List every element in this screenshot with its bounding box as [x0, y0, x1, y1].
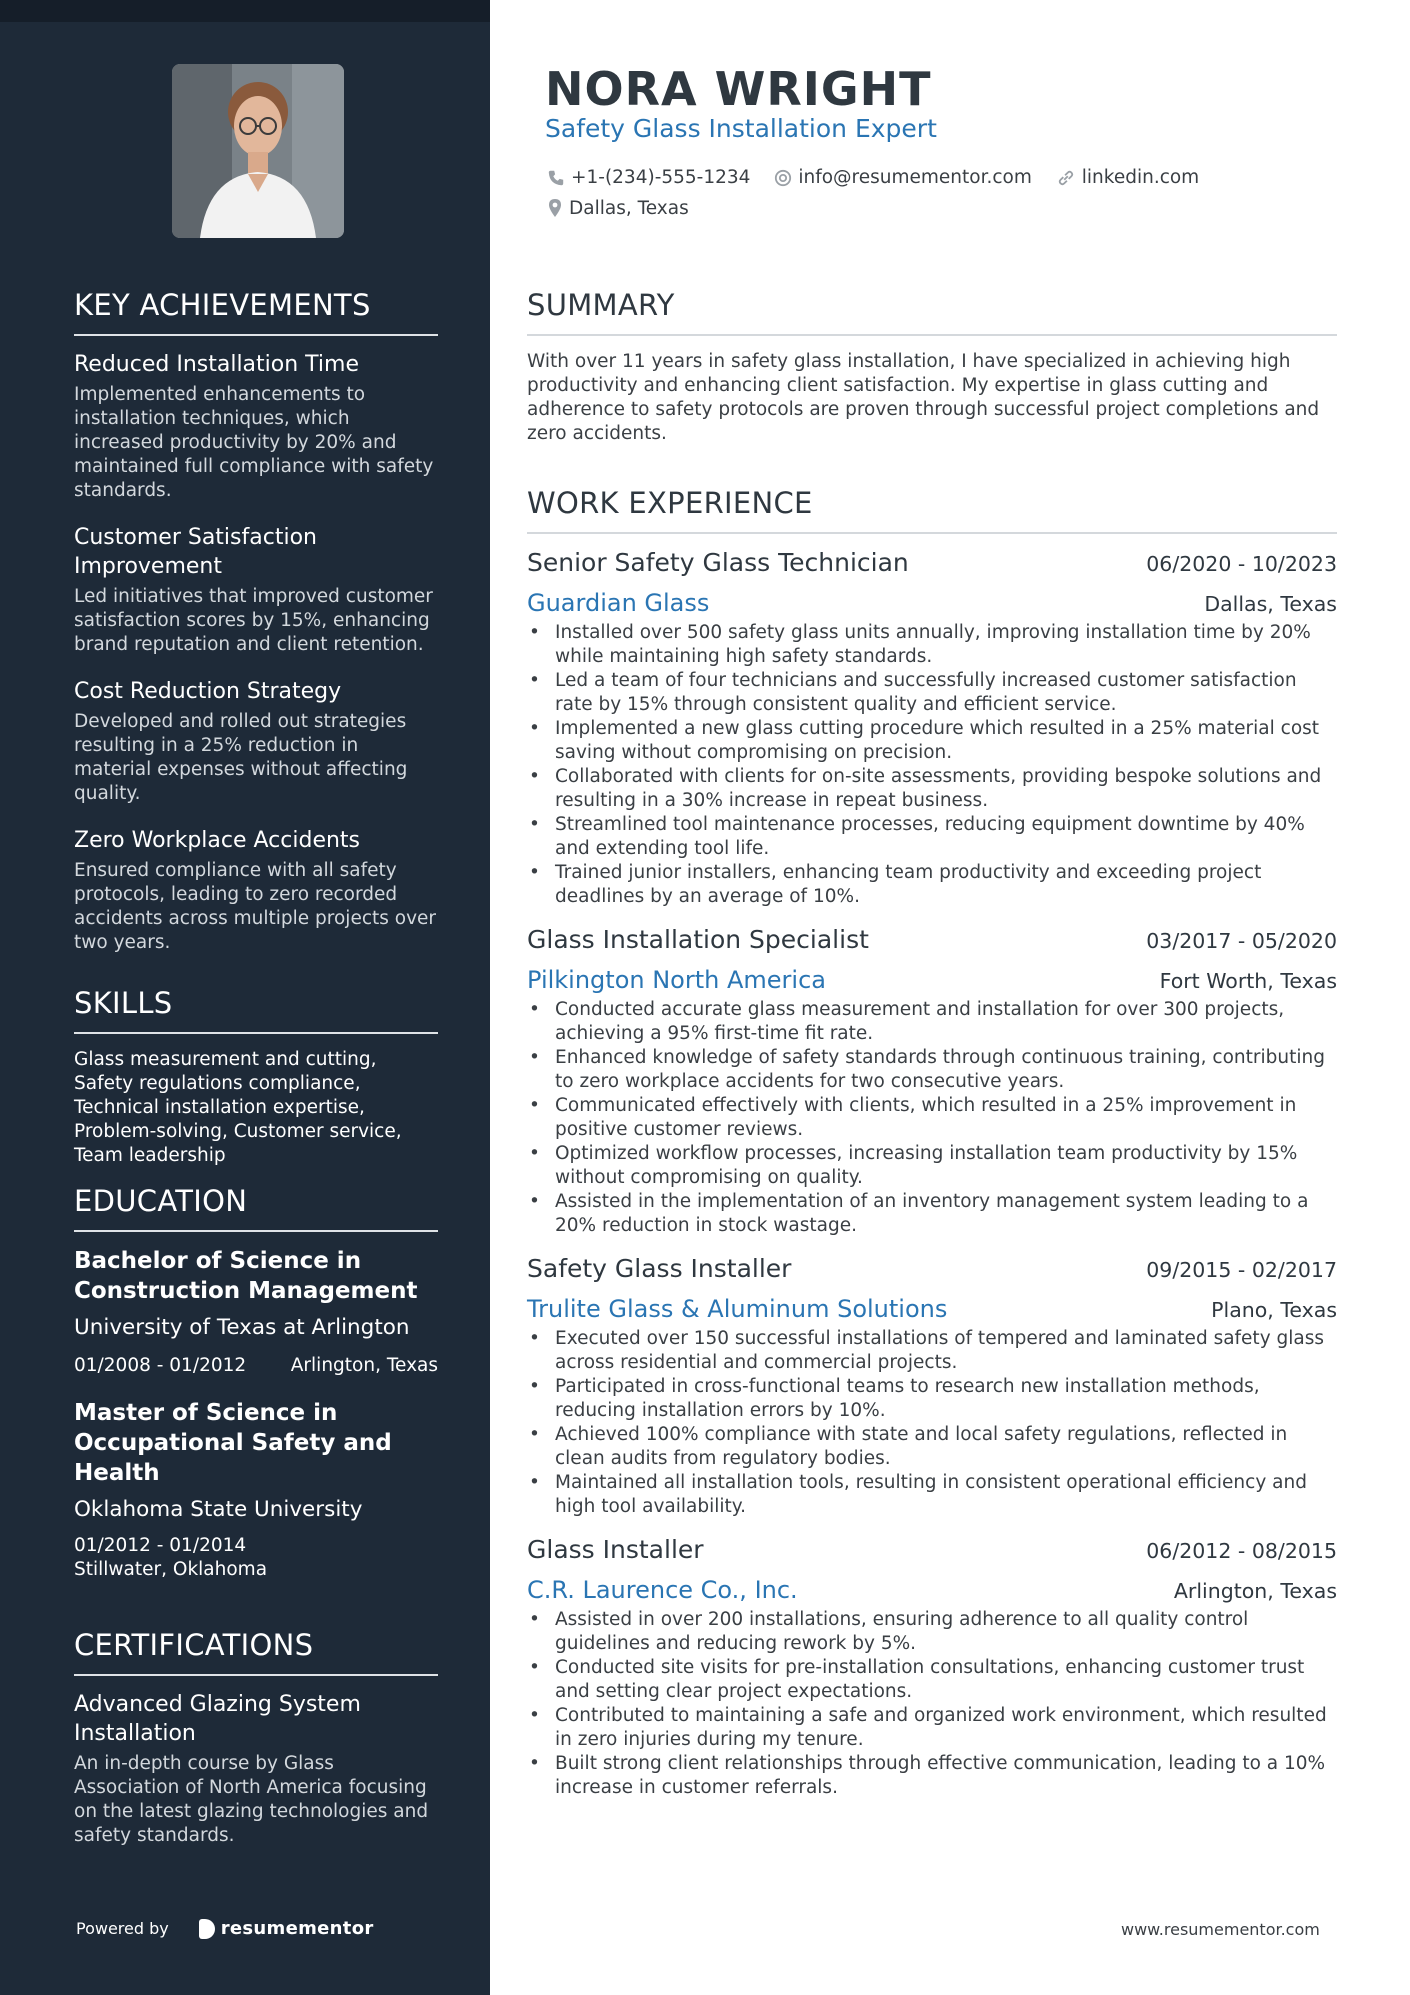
linkedin-text: linkedin.com — [1081, 167, 1200, 188]
job-entry — [527, 1254, 1337, 1519]
job-bullet: • Contributed to maintaining a safe and organized work environment, which resulted in zero injuries during my tenure. — [527, 1704, 1337, 1752]
job-bullets — [527, 621, 1337, 909]
summary-title: SUMMARY — [527, 288, 1337, 336]
sidebar — [0, 0, 490, 1995]
job-location: Fort Worth, Texas — [1159, 969, 1337, 993]
job-bullet: • Built strong client relationships through effective communication, leading to a 10% increase in customer referrals. — [527, 1752, 1337, 1800]
contact-linkedin[interactable] — [1056, 164, 1199, 191]
job-bullet: • Participated in cross-functional teams to research new installation methods, reducing installation errors by 10%. — [527, 1375, 1337, 1423]
phone-text: +1-(234)-555-1234 — [571, 167, 751, 188]
achievements-title: KEY ACHIEVEMENTS — [74, 288, 438, 336]
job-dates: 03/2017 - 05/2020 — [1146, 929, 1337, 953]
education-section — [74, 1184, 438, 1582]
job-role: Glass Installer — [527, 1535, 704, 1564]
job-bullet: • Led a team of four technicians and successfully increased customer satisfaction rate by 15% through consistent quality and efficient service. — [527, 669, 1337, 717]
job-bullet: • Enhanced knowledge of safety standards through continuous training, contributing to zero workplace accidents for two consecutive years. — [527, 1046, 1337, 1094]
contact-info — [547, 164, 1367, 226]
job-bullet: • Conducted site visits for pre-installation consultations, enhancing customer trust and setting clear project expectations. — [527, 1656, 1337, 1704]
job-company: Trulite Glass & Aluminum Solutions — [527, 1295, 948, 1323]
job-bullets — [527, 998, 1337, 1238]
job-location: Plano, Texas — [1211, 1298, 1337, 1322]
education-dates: 01/2012 - 01/2014 — [74, 1535, 247, 1556]
achievement-title: Zero Workplace Accidents — [74, 828, 361, 853]
phone-icon — [547, 169, 565, 187]
education-degree: Master of Science in Occupational Safety and Health — [74, 1400, 392, 1486]
skills-section — [74, 986, 438, 1168]
job-location: Arlington, Texas — [1173, 1579, 1337, 1603]
education-title: EDUCATION — [74, 1184, 438, 1232]
skills-title: SKILLS — [74, 986, 438, 1034]
profile-photo — [172, 64, 344, 238]
powered-by — [76, 1918, 374, 1939]
job-role: Safety Glass Installer — [527, 1254, 792, 1283]
education-location: Stillwater, Oklahoma — [74, 1559, 268, 1580]
job-bullet: • Implemented a new glass cutting procedure which resulted in a 25% material cost saving without compromising on precision. — [527, 717, 1337, 765]
powered-by-label: Powered by — [76, 1919, 169, 1938]
certification-desc: An in-depth course by Glass Association of North America focusing on the latest glazing technologies and safety standards. — [74, 1753, 429, 1846]
contact-phone[interactable] — [547, 164, 750, 191]
job-dates: 06/2012 - 08/2015 — [1146, 1539, 1337, 1563]
job-entry — [527, 548, 1337, 909]
job-dates: 09/2015 - 02/2017 — [1146, 1258, 1337, 1282]
job-bullet: • Optimized workflow processes, increasing installation team productivity by 15% without compromising on quality. — [527, 1142, 1337, 1190]
job-dates: 06/2020 - 10/2023 — [1146, 552, 1337, 576]
achievement-item — [74, 523, 438, 657]
job-bullet: • Trained junior installers, enhancing team productivity and exceeding project deadlines by an average of 10%. — [527, 861, 1337, 909]
job-company: Guardian Glass — [527, 589, 710, 617]
brand-name: resumementor — [220, 1918, 374, 1939]
location-pin-icon — [547, 198, 563, 218]
education-dates: 01/2008 - 01/2012 — [74, 1355, 247, 1376]
location-text: Dallas, Texas — [569, 197, 689, 219]
summary-text: With over 11 years in safety glass installation, I have specialized in achieving high productivity and enhancing client satisfaction. My expertise in glass cutting and adherence to safety protocols are proven through successful project completions and zero accidents. — [527, 351, 1320, 444]
email-text: info@resumementor.com — [798, 167, 1032, 188]
brand-mark-icon — [199, 1919, 215, 1939]
job-bullet: • Collaborated with clients for on-site assessments, providing bespoke solutions and resulting in a 30% increase in repeat business. — [527, 765, 1337, 813]
certification-item — [74, 1690, 438, 1848]
footer-url[interactable]: www.resumementor.com — [1121, 1920, 1320, 1939]
main-content — [490, 0, 1410, 1995]
job-company: C.R. Laurence Co., Inc. — [527, 1576, 798, 1604]
achievement-title: Cost Reduction Strategy — [74, 679, 342, 704]
job-bullet: • Assisted in over 200 installations, ensuring adherence to all quality control guidelines and reducing rework by 5%. — [527, 1608, 1337, 1656]
education-meta-row — [74, 1354, 438, 1378]
job-bullet: • Installed over 500 safety glass units annually, improving installation time by 20% while maintaining high safety standards. — [527, 621, 1337, 669]
contact-location — [547, 195, 689, 222]
sidebar-top-band — [0, 0, 490, 22]
job-location: Dallas, Texas — [1204, 592, 1337, 616]
job-bullet: • Achieved 100% compliance with state and local safety regulations, reflected in clean audits from regulatory bodies. — [527, 1423, 1337, 1471]
job-bullets — [527, 1608, 1337, 1800]
job-bullet: • Maintained all installation tools, resulting in consistent operational efficiency and high tool availability. — [527, 1471, 1337, 1519]
job-bullet: • Streamlined tool maintenance processes, reducing equipment downtime by 40% and extending tool life. — [527, 813, 1337, 861]
brand-logo[interactable] — [199, 1918, 374, 1939]
job-role: Senior Safety Glass Technician — [527, 548, 909, 577]
job-bullet: • Communicated effectively with clients, which resulted in a 25% improvement in positive customer reviews. — [527, 1094, 1337, 1142]
achievements-section — [74, 288, 438, 975]
job-bullet: • Executed over 150 successful installations of tempered and laminated safety glass across residential and commercial projects. — [527, 1327, 1337, 1375]
certifications-title: CERTIFICATIONS — [74, 1628, 438, 1676]
education-school: Oklahoma State University — [74, 1497, 363, 1522]
skills-list: Glass measurement and cutting, Safety regulations compliance, Technical installation expertise, Problem-solving, Customer service, Team leadership — [74, 1049, 402, 1166]
certification-title: Advanced Glazing System Installation — [74, 1692, 361, 1746]
job-company: Pilkington North America — [527, 966, 826, 994]
achievement-item — [74, 350, 438, 503]
job-bullet: • Conducted accurate glass measurement and installation for over 300 projects, achieving a 95% first-time fit rate. — [527, 998, 1337, 1046]
job-role: Glass Installation Specialist — [527, 925, 869, 954]
job-bullet: • Assisted in the implementation of an inventory management system leading to a 20% reduction in stock wastage. — [527, 1190, 1337, 1238]
achievement-title: Customer Satisfaction Improvement — [74, 525, 317, 579]
experience-title: WORK EXPERIENCE — [527, 486, 1337, 534]
achievement-desc: Developed and rolled out strategies resulting in a 25% reduction in material expenses without affecting quality. — [74, 711, 408, 804]
education-school: University of Texas at Arlington — [74, 1315, 410, 1340]
job-bullets — [527, 1327, 1337, 1519]
achievement-desc: Led initiatives that improved customer satisfaction scores by 15%, enhancing brand reputation and client retention. — [74, 586, 433, 655]
achievement-title: Reduced Installation Time — [74, 352, 360, 377]
at-icon — [774, 169, 792, 187]
job-entry — [527, 925, 1337, 1238]
achievement-desc: Ensured compliance with all safety protocols, leading to zero recorded accidents across multiple projects over two years. — [74, 860, 437, 953]
candidate-name: NORA WRIGHT — [545, 62, 932, 116]
achievement-desc: Implemented enhancements to installation techniques, which increased productivity by 20% and maintained full compliance with safety standards. — [74, 384, 434, 501]
achievement-item — [74, 826, 438, 955]
certifications-section — [74, 1628, 438, 1868]
summary-section — [527, 288, 1337, 446]
education-degree: Bachelor of Science in Construction Management — [74, 1248, 418, 1304]
achievement-item — [74, 677, 438, 806]
candidate-title: Safety Glass Installation Expert — [545, 114, 937, 143]
education-location: Arlington, Texas — [290, 1355, 438, 1376]
link-icon — [1056, 169, 1076, 187]
job-entry — [527, 1535, 1337, 1800]
contact-email[interactable] — [774, 164, 1032, 191]
experience-section — [527, 486, 1337, 1816]
